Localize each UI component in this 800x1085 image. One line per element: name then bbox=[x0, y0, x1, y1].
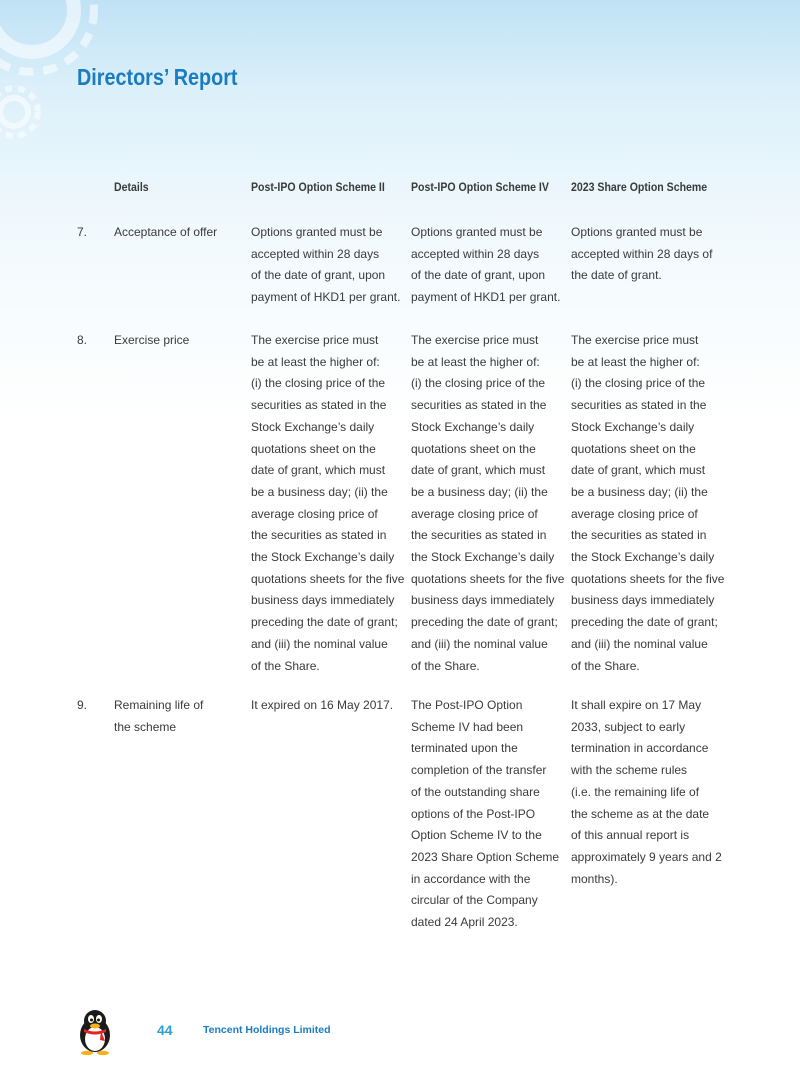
text-line: (i) the closing price of the bbox=[571, 376, 706, 391]
cell-scheme-iv bbox=[411, 330, 563, 677]
page-title: Directors’ Report bbox=[77, 64, 238, 90]
text-line: of the date of grant, upon bbox=[411, 268, 546, 283]
row-detail bbox=[114, 222, 239, 244]
text-line: payment of HKD1 per grant. bbox=[251, 290, 401, 305]
text-line: in accordance with the bbox=[411, 871, 531, 886]
text-line: be at least the higher of: bbox=[411, 354, 540, 369]
text-line: It expired on 16 May 2017. bbox=[251, 698, 394, 712]
text-line: The Post-IPO Option bbox=[411, 698, 523, 712]
page-number: 44 bbox=[157, 1022, 173, 1038]
text-line: dated 24 April 2023. bbox=[411, 915, 518, 930]
text-line: business days immediately bbox=[251, 593, 395, 608]
text-line: date of grant, which must bbox=[411, 463, 546, 478]
page-footer bbox=[0, 1000, 800, 1060]
company-name: Tencent Holdings Limited bbox=[203, 1024, 331, 1036]
text-line: the Stock Exchange’s daily bbox=[411, 550, 555, 565]
row-detail bbox=[114, 330, 239, 352]
cell-2023-scheme bbox=[571, 695, 731, 890]
text-line: of the Share. bbox=[411, 658, 480, 673]
text-line: accepted within 28 days bbox=[411, 246, 540, 261]
text-line: of this annual report is bbox=[571, 828, 690, 843]
text-line: preceding the date of grant; bbox=[571, 615, 718, 630]
cell-scheme-ii bbox=[251, 222, 403, 309]
text-line: Exercise price bbox=[114, 333, 190, 347]
cell-scheme-ii bbox=[251, 330, 403, 677]
text-line: securities as stated in the bbox=[411, 398, 547, 413]
text-line: be a business day; (ii) the bbox=[571, 484, 708, 499]
text-line: Option Scheme IV to the bbox=[411, 828, 542, 843]
text-line: Scheme IV had been bbox=[411, 719, 524, 734]
text-line: business days immediately bbox=[411, 593, 555, 608]
text-line: quotations sheet on the bbox=[571, 441, 696, 456]
text-line: of the outstanding share bbox=[411, 784, 540, 799]
text-line: (i.e. the remaining life of bbox=[571, 784, 700, 799]
text-line: average closing price of bbox=[571, 506, 698, 521]
text-line: quotations sheet on the bbox=[411, 441, 536, 456]
text-line: The exercise price must bbox=[251, 333, 379, 347]
text-line: Stock Exchange’s daily bbox=[251, 419, 375, 434]
text-line: the scheme as at the date bbox=[571, 806, 710, 821]
text-line: and (iii) the nominal value bbox=[411, 636, 548, 651]
text-line: Stock Exchange’s daily bbox=[571, 419, 695, 434]
text-line: circular of the Company bbox=[411, 893, 538, 908]
text-line: termination in accordance bbox=[571, 741, 709, 756]
row-number: 7. bbox=[77, 225, 88, 239]
header-2023-scheme: 2023 Share Option Scheme bbox=[571, 180, 708, 194]
text-line: months). bbox=[571, 871, 618, 886]
text-line: date of grant, which must bbox=[251, 463, 386, 478]
text-line: Options granted must be bbox=[571, 225, 703, 239]
row-number: 9. bbox=[77, 698, 88, 712]
text-line: the date of grant. bbox=[571, 268, 662, 283]
text-line: options of the Post-IPO bbox=[411, 806, 536, 821]
text-line: date of grant, which must bbox=[571, 463, 706, 478]
header-scheme-ii: Post-IPO Option Scheme II bbox=[251, 180, 385, 194]
text-line: Acceptance of offer bbox=[114, 225, 218, 239]
text-line: and (iii) the nominal value bbox=[251, 636, 388, 651]
text-line: be at least the higher of: bbox=[571, 354, 700, 369]
text-line: Stock Exchange’s daily bbox=[411, 419, 535, 434]
cell-2023-scheme bbox=[571, 330, 731, 677]
text-line: terminated upon the bbox=[411, 741, 518, 756]
text-line: preceding the date of grant; bbox=[251, 615, 398, 630]
text-line: of the date of grant, upon bbox=[251, 268, 386, 283]
text-line: and (iii) the nominal value bbox=[571, 636, 708, 651]
text-line: the securities as stated in bbox=[571, 528, 707, 543]
text-line: (i) the closing price of the bbox=[411, 376, 546, 391]
text-line: preceding the date of grant; bbox=[411, 615, 558, 630]
text-line: It shall expire on 17 May bbox=[571, 698, 702, 712]
cell-2023-scheme bbox=[571, 222, 731, 287]
text-line: the securities as stated in bbox=[251, 528, 387, 543]
qq-penguin-icon bbox=[75, 1007, 115, 1055]
text-line: accepted within 28 days of bbox=[571, 246, 713, 261]
row-detail bbox=[114, 695, 239, 738]
text-line: be at least the higher of: bbox=[251, 354, 380, 369]
text-line: securities as stated in the bbox=[571, 398, 707, 413]
text-line: of the Share. bbox=[251, 658, 320, 673]
text-line: average closing price of bbox=[251, 506, 378, 521]
text-line: with the scheme rules bbox=[571, 763, 688, 778]
text-line: 2033, subject to early bbox=[571, 719, 686, 734]
text-line: The exercise price must bbox=[411, 333, 539, 347]
text-line: quotations sheets for the five bbox=[251, 571, 405, 586]
header-scheme-iv: Post-IPO Option Scheme IV bbox=[411, 180, 549, 194]
text-line: be a business day; (ii) the bbox=[411, 484, 548, 499]
text-line: business days immediately bbox=[571, 593, 715, 608]
row-number: 8. bbox=[77, 333, 88, 347]
cell-scheme-iv bbox=[411, 222, 563, 309]
text-line: the securities as stated in bbox=[411, 528, 547, 543]
text-line: quotations sheet on the bbox=[251, 441, 376, 456]
text-line: quotations sheets for the five bbox=[411, 571, 565, 586]
text-line: Options granted must be bbox=[251, 225, 383, 239]
text-line: of the Share. bbox=[571, 658, 640, 673]
text-line: (i) the closing price of the bbox=[251, 376, 386, 391]
text-line: completion of the transfer bbox=[411, 763, 547, 778]
cell-scheme-iv bbox=[411, 695, 563, 934]
text-line: payment of HKD1 per grant. bbox=[411, 290, 561, 305]
text-line: be a business day; (ii) the bbox=[251, 484, 388, 499]
text-line: accepted within 28 days bbox=[251, 246, 380, 261]
text-line: Options granted must be bbox=[411, 225, 543, 239]
table-header bbox=[0, 180, 800, 196]
text-line: the Stock Exchange’s daily bbox=[251, 550, 395, 565]
header-details: Details bbox=[114, 180, 149, 194]
text-line: the Stock Exchange’s daily bbox=[571, 550, 715, 565]
text-line: approximately 9 years and 2 bbox=[571, 849, 722, 864]
cell-scheme-ii bbox=[251, 695, 403, 717]
text-line: average closing price of bbox=[411, 506, 538, 521]
text-line: the scheme bbox=[114, 719, 177, 734]
text-line: securities as stated in the bbox=[251, 398, 387, 413]
text-line: Remaining life of bbox=[114, 698, 204, 712]
text-line: 2023 Share Option Scheme bbox=[411, 849, 560, 864]
text-line: quotations sheets for the five bbox=[571, 571, 725, 586]
text-line: The exercise price must bbox=[571, 333, 699, 347]
